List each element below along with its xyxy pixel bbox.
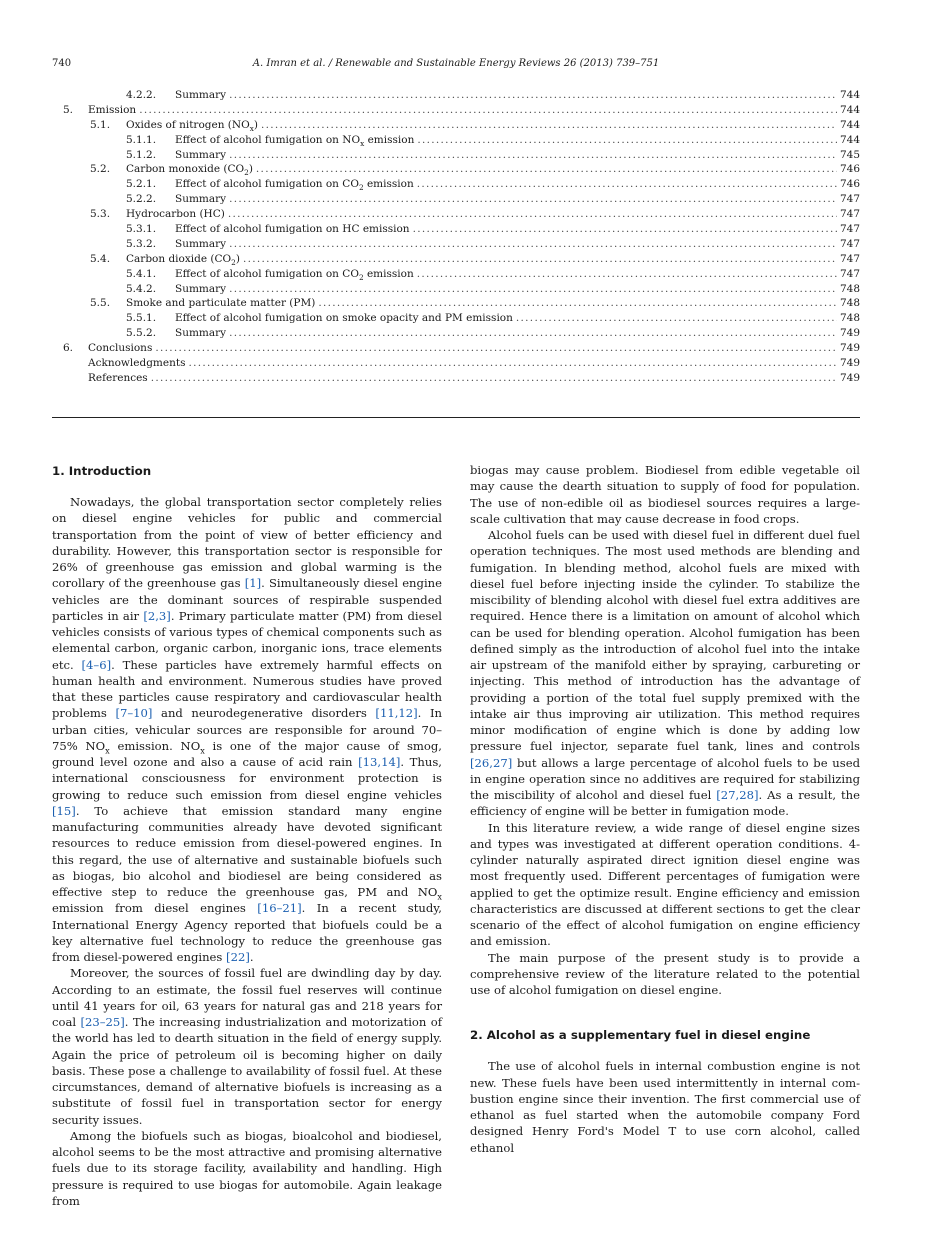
toc-title: Carbon monoxide $(CO_2)$ — [126, 163, 253, 178]
toc-page: 747 — [839, 193, 860, 206]
page-number: 740 — [52, 58, 72, 69]
toc-title: Oxides of nitrogen $(NO_x)$ — [126, 118, 258, 133]
citation-link[interactable]: [15] — [52, 803, 76, 818]
toc-title: Summary — [175, 148, 227, 161]
citation-link[interactable]: [22] — [226, 950, 250, 964]
journal-reference: A. Imran et al. / Renewable and Sustainable Energy Reviews 26 (2013) 739–751 — [252, 58, 660, 69]
toc-title: Effect of alcohol fumigation on $NO_x$ emission — [175, 133, 415, 148]
paragraph: The use of alcohol fuels in internal combustion engine is not new. These fuels have been used intermittently in internal combustion engine since their invention. The first commercial use of ethanol as fuel started when the automobile company Ford designed Henry Ford's Model T to use corn alcohol, called ethanol — [470, 1059, 860, 1155]
citation-link[interactable]: [7–10] — [115, 706, 153, 721]
toc-page: 749 — [839, 342, 860, 355]
toc-page: 747 — [839, 237, 860, 250]
toc-number: 5.1.2. — [126, 148, 157, 161]
toc-number: 5.1. — [90, 118, 111, 131]
toc-number: 5.3.2. — [126, 237, 157, 250]
toc-entry[interactable] — [63, 282, 860, 297]
introduction-heading: 1. Introduction — [52, 464, 152, 478]
toc-title: Summary — [175, 193, 227, 206]
toc-page: 747 — [839, 267, 860, 280]
citation-link[interactable]: [16–21] — [257, 901, 302, 916]
toc-entry[interactable] — [63, 103, 860, 118]
toc-page: 746 — [839, 178, 860, 191]
toc-title: Hydrocarbon (HC) — [126, 208, 225, 221]
toc-page: 746 — [839, 163, 860, 176]
toc-title: Summary — [175, 282, 227, 295]
toc-number: 4.2.2. — [126, 89, 157, 101]
paragraph: Nowadays, the global transportation sector completely relies on diesel engine vehicles for public and commercial transportation from the point of view of better efficiency and durability. However, this transportation sector is responsible for 26% of greenhouse gas emission and global warming is the corollary of the greenhouse gas [1]. Simultaneously diesel engine vehicles are the dominant sources of respirable suspended particles in air [2,3]. Primary particulate matter (PM) from diesel vehicles consists of various types of chemical components such as elemental carbon, organic carbon, inorganic ions, trace elements etc. [4–6]. These particles have extremely harmful effects on human health and environment. Numerous studies have proved that these particles cause respiratory and cardiovascular health problems [7–10] and neurodegenerative disorders [11,12]. In urban cities, vehicular sources are responsible for around 70–75% $NO_x$ emission. $NO_x$ is one of the major cause of smog, ground level ozone and also a cause of acid rain [13,14]. Thus, international consciousness for environment protection is growing to reduce such emission from diesel engine vehicles [15]. To achieve that emission standard many engine manufacturing communities already have devoted significant resources to reduce emission from diesel-powered engines. In this regard, the use of alternative and sustainable biofuels such as biogas, bio alcohol and biodiesel are being considered as effective step to reduce the greenhouse gas, PM and $NO_x$ emission from diesel engines [16–21]. In a recent study, International Energy Agency reported that biofuels could be a key alternative fuel technology to reduce the greenhouse gas from diesel-powered engines [22]. — [52, 495, 442, 964]
toc-dot-leader — [151, 371, 837, 386]
toc-dot-leader — [229, 148, 837, 163]
toc-page: 748 — [839, 297, 860, 310]
toc-page: 744 — [839, 133, 860, 146]
toc-page: 749 — [839, 327, 860, 340]
toc-page: 748 — [839, 282, 860, 295]
citation-link[interactable]: [11,12] — [375, 706, 418, 721]
toc-title: Effect of alcohol fumigation on $CO_2$ emission — [175, 178, 414, 193]
toc-title: Summary — [175, 237, 227, 250]
toc-page: 745 — [839, 148, 860, 161]
toc-dot-leader — [229, 88, 837, 103]
toc-dot-leader — [413, 222, 837, 237]
toc-entry[interactable] — [63, 311, 860, 326]
toc-page: 749 — [839, 371, 860, 384]
paragraph: Moreover, the sources of fossil fuel are dwindling day by day. According to an estimate, the fossil fuel reserves will continue until 41 years for oil, 63 years for natural gas and 218 years for coal [23–25]. The increasing industrialization and motorization of the world has led to dearth situation in the field of energy supply. Again the price of petroleum oil is becoming higher on daily basis. These pose a challenge to availability of fossil fuel. At these circumstances, demand of alternative biofuels is increasing as a substitute of fossil fuel in transportation sector for energy security issues. — [52, 966, 442, 1127]
toc-entry[interactable] — [63, 222, 860, 237]
toc-entry[interactable] — [63, 252, 860, 267]
citation-link[interactable]: [1] — [244, 576, 262, 591]
toc-number: 5.5.1. — [126, 312, 157, 325]
toc-entry[interactable] — [63, 356, 860, 371]
toc-page: 748 — [839, 312, 860, 325]
toc-entry[interactable] — [63, 207, 860, 222]
toc-number: 5.4. — [90, 252, 111, 265]
toc-title: Smoke and particulate matter (PM) — [126, 297, 316, 310]
toc-number: 5.4.1. — [126, 267, 157, 280]
toc-title: Effect of alcohol fumigation on HC emission — [175, 223, 410, 236]
toc-number: 5.2.2. — [126, 193, 157, 206]
citation-link[interactable]: [2,3] — [143, 608, 171, 623]
paragraph: Among the biofuels such as biogas, bioalcohol and biodiesel, alcohol seems to be the most attractive and promising alternative fuels due to its storage facility, availability and handling. High pressure is required to use biogas for automobile. Again leakage from — [52, 1128, 442, 1208]
toc-dot-leader — [516, 311, 837, 326]
toc-number: 5.1.1. — [126, 133, 157, 146]
toc-title: Effect of alcohol fumigation on $CO_2$ emission — [175, 267, 414, 282]
toc-entry[interactable] — [63, 88, 860, 103]
toc-dot-leader — [155, 341, 837, 356]
table-of-contents — [63, 88, 860, 386]
toc-title: Summary — [175, 327, 227, 340]
paragraph-continued: biogas may cause problem. Biodiesel from edible vegetable oil may cause the dearth situation to supply of food for population. The use of non-edible oil as biodiesel sources requires a large-scale cultivation that may cause decrease in food crops. — [470, 463, 860, 526]
toc-number: 5.4.2. — [126, 282, 157, 295]
toc-dot-leader — [229, 192, 837, 207]
toc-title: Effect of alcohol fumigation on smoke opacity and PM emission — [175, 312, 513, 325]
toc-entry[interactable] — [63, 148, 860, 163]
toc-page: 749 — [839, 357, 860, 370]
citation-link[interactable]: [4–6] — [81, 657, 112, 672]
toc-entry[interactable] — [63, 326, 860, 341]
toc-dot-leader — [188, 356, 837, 371]
left-column — [52, 462, 442, 1209]
toc-entry[interactable] — [63, 133, 860, 148]
toc-dot-leader — [256, 162, 837, 177]
toc-dot-leader — [229, 237, 837, 252]
paragraph: Alcohol fuels can be used with diesel fuel in different duel fuel operation techniques. The most used methods are blending and fumigation. In blending method, alcohol fuels are mixed with diesel fuel before injecting inside the cylinder. To stabilize the miscibility of blending alcohol with diesel fuel extra additives are required. Hence there is a limitation on amount of alcohol which can be used for blending operation. Alcohol fumigation has been defined simply as the introduction of alcohol fuel into the intake air upstream of the manifold either by spraying, carbureting or injecting. This method of introduction has the advantage of providing a portion of the total fuel supply premixed with the intake air thus improving air utilization. This method requires minor modification of engine which is done by adding low pressure fuel injector, separate fuel tank, lines and controls [26,27] but allows a large percentage of alcohol fuels to be used in engine operation since no additives are required for stabilizing the miscibility of alcohol and diesel fuel [27,28]. As a result, the efficiency of engine will be better in fumigation mode. — [470, 528, 860, 819]
citation-link[interactable]: [27,28] — [716, 788, 759, 802]
toc-entry[interactable] — [63, 296, 860, 311]
toc-number: 5.3. — [90, 208, 111, 221]
toc-entry[interactable] — [63, 267, 860, 282]
alcohol-fuel-heading: 2. Alcohol as a supplementary fuel in diesel engine — [470, 1028, 811, 1043]
toc-page: 747 — [839, 208, 860, 221]
toc-number: 5.5.2. — [126, 327, 157, 340]
toc-title: Summary — [175, 89, 227, 101]
toc-number: 5. — [63, 103, 74, 116]
toc-entry[interactable] — [63, 237, 860, 252]
toc-entry[interactable] — [63, 162, 860, 177]
right-column — [470, 462, 860, 1156]
paragraph: The main purpose of the present study is to provide a comprehensive review of the literature related to the potential use of alcohol fumigation on diesel engine. — [470, 950, 860, 997]
toc-page: 744 — [839, 89, 860, 101]
toc-title: Acknowledgments — [88, 357, 186, 370]
toc-entry[interactable] — [63, 118, 860, 133]
toc-dot-leader — [417, 133, 837, 148]
toc-number: 5.3.1. — [126, 223, 157, 236]
toc-dot-leader — [229, 326, 837, 341]
toc-page: 744 — [839, 103, 860, 116]
toc-entry[interactable] — [63, 177, 860, 192]
toc-number: 6. — [63, 342, 74, 355]
toc-entry[interactable] — [63, 192, 860, 207]
toc-title: References — [88, 371, 148, 384]
toc-dot-leader — [139, 103, 837, 118]
toc-page: 747 — [839, 223, 860, 236]
toc-dot-leader — [243, 252, 837, 267]
toc-number: 5.2. — [90, 163, 111, 176]
running-head — [52, 57, 860, 71]
toc-page: 747 — [839, 252, 860, 265]
toc-title: Conclusions — [88, 342, 153, 355]
citation-link[interactable]: [13,14] — [358, 755, 401, 769]
toc-entry[interactable] — [63, 341, 860, 356]
toc-title: Carbon dioxide $(CO_2)$ — [126, 252, 240, 267]
toc-number: 5.2.1. — [126, 178, 157, 191]
toc-dot-leader — [261, 118, 837, 133]
toc-entry[interactable] — [63, 371, 860, 386]
section-divider — [52, 417, 860, 418]
citation-link[interactable]: [23–25] — [80, 1015, 125, 1029]
toc-dot-leader — [318, 296, 837, 311]
citation-link[interactable]: [26,27] — [470, 755, 513, 770]
toc-dot-leader — [228, 207, 837, 222]
toc-title: Emission — [88, 103, 137, 116]
toc-page: 744 — [839, 118, 860, 131]
toc-dot-leader — [417, 267, 837, 282]
toc-number: 5.5. — [90, 297, 111, 310]
paragraph: In this literature review, a wide range of diesel engine sizes and types was investigated at different operation conditions. 4-cylinder naturally aspirated direct ignition diesel engine was most frequently used. Different percentages of fumigation were applied to get the optimize result. Engine efficiency and emission characteristics are discussed at different sections to get the clear scenario of the effect of alcohol fumigation on engine efficiency and emission. — [470, 820, 860, 949]
toc-dot-leader — [417, 177, 837, 192]
toc-dot-leader — [229, 282, 837, 297]
